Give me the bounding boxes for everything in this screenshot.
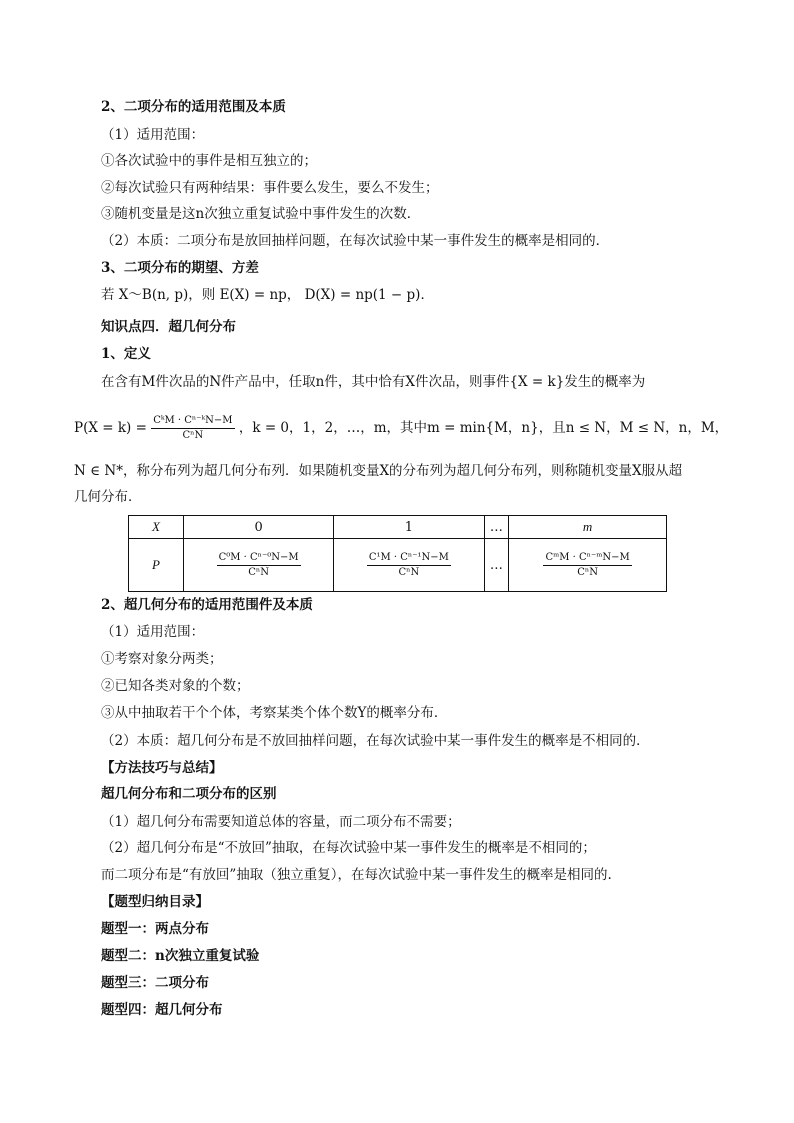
- probability-fraction: [217, 553, 301, 578]
- catalog-title: 【题型归纳目录】: [101, 894, 209, 910]
- binomial-expectation-formula: 若 X～B(n, p)，则 E(X) = np， D(X) = np(1 − p)．: [101, 287, 434, 303]
- catalog-item: 题型四：超几何分布: [101, 1002, 223, 1018]
- section-binomial-scope-title: 2、二项分布的适用范围及本质: [101, 99, 286, 115]
- binomial-scope-item-1: ①各次试验中的事件是相互独立的；: [101, 153, 317, 169]
- method-item-1: （1）超几何分布需要知道总体的容量，而二项分布不需要；: [101, 814, 461, 830]
- method-summary-subtitle: 超几何分布和二项分布的区别: [101, 786, 277, 802]
- hypergeometric-formula: [74, 408, 728, 448]
- table-cell: [509, 539, 667, 592]
- definition-title: 1、定义: [101, 346, 151, 362]
- distribution-table: [128, 515, 667, 592]
- table-cell: [184, 539, 334, 592]
- formula-denominator: CⁿN: [182, 430, 204, 441]
- binomial-scope-item-3: ③随机变量是这n次独立重复试验中事件发生的次数．: [101, 206, 421, 222]
- table-cell: 1: [334, 516, 484, 539]
- formula-rest: ，k = 0，1，2，…，m，其中m = min{M，n}，且n ≤ N，M ≤ N，n，M，: [238, 420, 729, 436]
- fraction-numerator: C⁰M · Cⁿ⁻⁰N−M: [217, 553, 301, 566]
- definition-end: 几何分布．: [74, 489, 142, 505]
- table-cell: P: [129, 539, 184, 592]
- probability-fraction: [367, 553, 451, 578]
- method-item-3: 而二项分布是“有放回”抽取（独立重复），在每次试验中某一事件发生的概率是相同的.: [101, 867, 612, 883]
- section-binomial-expectation-title: 3、二项分布的期望、方差: [101, 260, 259, 276]
- table-cell: …: [484, 516, 509, 539]
- formula-numerator: CᵏM · Cⁿ⁻ᵏN−M: [151, 416, 234, 429]
- table-cell: [334, 539, 484, 592]
- method-summary-title: 【方法技巧与总结】: [101, 760, 223, 776]
- hypergeometric-scope-item-2: ②已知各类对象的个数；: [101, 678, 250, 694]
- table-cell: 0: [184, 516, 334, 539]
- table-cell: X: [129, 516, 184, 539]
- catalog-item: 题型三：二项分布: [101, 975, 209, 991]
- probability-fraction: [543, 553, 631, 578]
- formula-lhs: P(X = k) =: [74, 420, 147, 436]
- fraction-denominator: CⁿN: [398, 566, 420, 578]
- fraction-numerator: CᵐM · Cⁿ⁻ᵐN−M: [543, 553, 631, 566]
- catalog-item: 题型一：两点分布: [101, 921, 209, 937]
- section-hypergeometric-scope-title: 2、超几何分布的适用范围件及本质: [101, 597, 313, 613]
- formula-fraction: [151, 416, 234, 441]
- binomial-scope-item-2: ②每次试验只有两种结果：事件要么发生，要么不发生；: [101, 180, 439, 196]
- hypergeometric-scope-item-1: ①考察对象分两类；: [101, 651, 223, 667]
- method-item-2: （2）超几何分布是“不放回”抽取，在每次试验中某一事件发生的概率是不相同的；: [101, 840, 596, 856]
- catalog-item: 题型二：n次独立重复试验: [101, 948, 260, 964]
- table-row: [129, 539, 667, 592]
- hypergeometric-scope-subtitle: （1）适用范围：: [101, 624, 205, 640]
- table-row: [129, 516, 667, 539]
- fraction-denominator: CⁿN: [248, 566, 269, 578]
- hypergeometric-essence: （2）本质：超几何分布是不放回抽样问题，在每次试验中某一事件发生的概率是不相同的．: [101, 733, 650, 749]
- hypergeometric-scope-item-3: ③从中抽取若干个个体，考察某类个体个数Y的概率分布．: [101, 705, 448, 721]
- table-cell: m: [509, 516, 667, 539]
- binomial-scope-subtitle: （1）适用范围：: [101, 127, 205, 143]
- fraction-denominator: CⁿN: [577, 566, 598, 578]
- knowledge-point-4-title: 知识点四．超几何分布: [101, 319, 236, 335]
- definition-continuation: N ∈ N*，称分布列为超几何分布列．如果随机变量X的分布列为超几何分布列，则称随机变量X服从超: [74, 463, 683, 479]
- fraction-numerator: C¹M · Cⁿ⁻¹N−M: [367, 553, 451, 566]
- table-cell: …: [484, 539, 509, 592]
- binomial-essence: （2）本质：二项分布是放回抽样问题，在每次试验中某一事件发生的概率是相同的．: [101, 233, 610, 249]
- definition-text: 在含有M件次品的N件产品中，任取n件，其中恰有X件次品，则事件{X = k}发生的概率为: [101, 374, 646, 390]
